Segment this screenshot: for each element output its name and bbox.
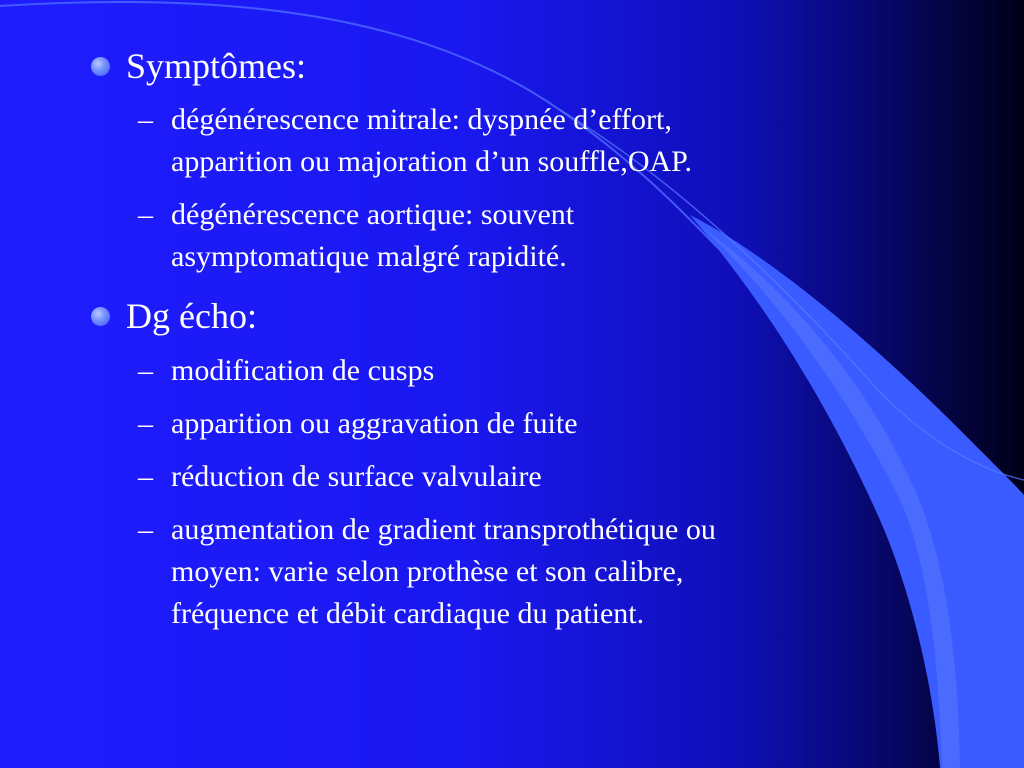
list-item-line: augmentation de gradient transprothétique ou [171, 513, 716, 546]
dash-icon: – [138, 103, 153, 136]
list-item-line: dégénérescence aortique: souvent [171, 198, 575, 231]
section-heading-symptomes: Symptômes: [126, 46, 307, 86]
bullet-icon [91, 307, 110, 326]
section-heading-dg-echo: Dg écho: [126, 296, 257, 336]
list-item-line: fréquence et débit cardiaque du patient. [171, 597, 645, 630]
list-item-line: apparition ou aggravation de fuite [171, 407, 578, 440]
list-item-line: asymptomatique malgré rapidité. [171, 240, 567, 273]
dash-icon: – [138, 354, 153, 387]
dash-icon: – [138, 407, 153, 440]
list-item-line: modification de cusps [171, 354, 435, 387]
dash-icon: – [138, 198, 153, 231]
dash-icon: – [138, 460, 153, 493]
bullet-icon [91, 57, 110, 76]
list-item-line: apparition ou majoration d’un souffle,OAP. [171, 145, 693, 178]
dash-icon: – [138, 513, 153, 546]
list-item-line: moyen: varie selon prothèse et son calibre, [171, 555, 684, 588]
list-item-line: dégénérescence mitrale: dyspnée d’effort, [171, 103, 672, 136]
list-item-line: réduction de surface valvulaire [171, 460, 542, 493]
